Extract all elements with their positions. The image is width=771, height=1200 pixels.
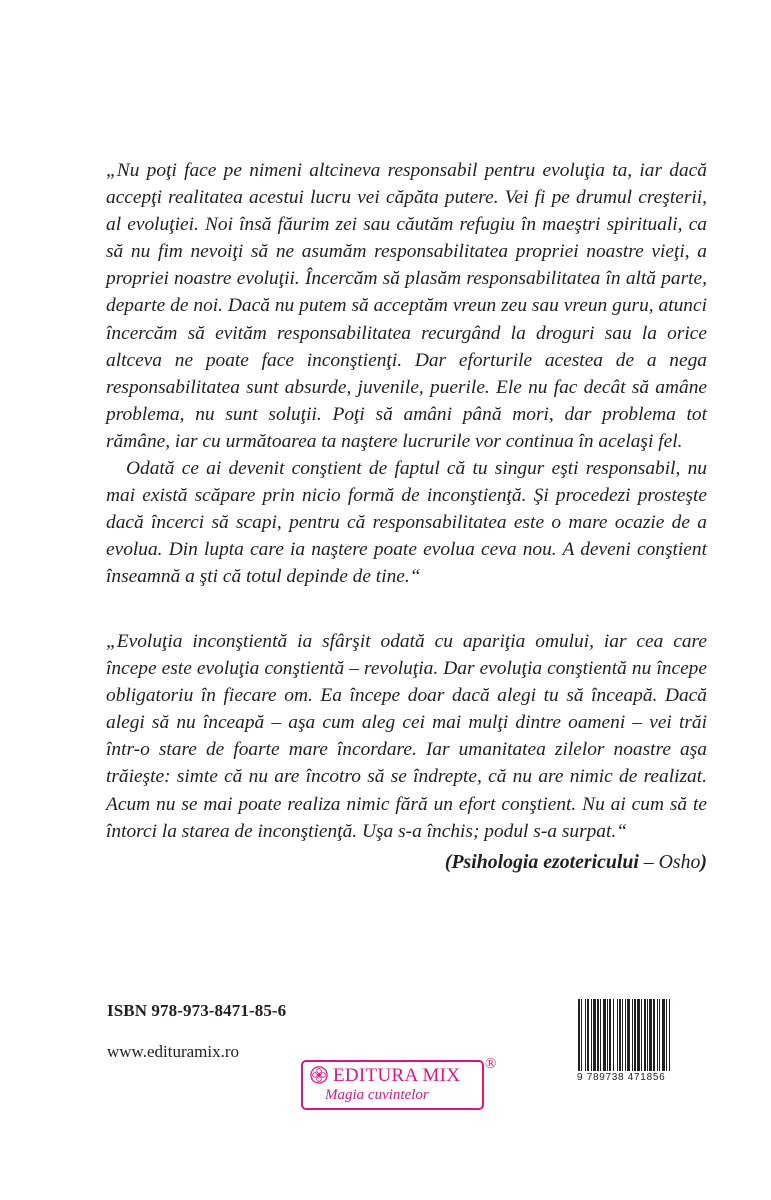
barcode-bar [585,999,586,1071]
barcode-bar [641,999,642,1071]
barcode-bar [653,999,655,1071]
barcode-bar [613,999,614,1071]
quote-1-paragraph-2: Odată ce ai devenit conştient de faptul că tu singur eşti responsabil, nu mai există scăpare prin nicio formă de inconştienţă. Şi procedezi prosteşte dacă încerci să scapi, pentru că responsabilitatea este o mare ocazie de a evolua. Din lupta care ia naştere poate evolua ceva nou. A deveni conştient înseamnă a şti că totul depinde de tine.“ [106,458,707,588]
barcode-bar [597,999,599,1071]
barcode-bar [591,999,592,1071]
quote-block-1 [106,157,707,591]
logo-subtitle: Magia cuvintelor [325,1087,429,1103]
quote-2-paragraph-1: „Evoluţia inconştientă ia sfârşit odată cu apariţia omului, iar cea care începe este evoluţia conştientă – revoluţia. Dar evoluţia conştientă nu începe obligatoriu în fiecare om. Ea începe doar dacă alegi tu să înceapă. Dacă alegi să nu înceapă – aşa cum aleg cei mai mulţi dintre oameni – vei trăi într-o stare de foarte mare încordare. Iar umanitatea zilelor noastre aşa trăieşte: simte că nu are încotro să se îndrepte, că nu are nimic de realizat. Acum nu se mai poate realiza nimic fără un efort conştient. Nu ai cum să te întorci la starea de inconştienţă. Uşa s-a închis; podul s-a surpat.“ [106,631,707,842]
barcode-bar [617,999,618,1071]
barcode-bar [666,999,667,1071]
barcode-bar [627,999,630,1071]
barcode-bar [669,999,670,1071]
source-close-paren: ) [700,851,707,873]
barcode-bar [657,999,658,1071]
barcode-bar [619,999,621,1071]
barcode-bar [649,999,652,1071]
barcode-bar [644,999,646,1071]
source-book-title: Psihologia ezotericului [451,851,639,873]
logo-title: EDITURA MIX [333,1065,461,1086]
barcode-bar [637,999,640,1071]
source-author: Osho [658,851,701,873]
website-text: www.edituramix.ro [107,1042,240,1061]
barcode-bar [625,999,626,1071]
quote-1-paragraph-1: „Nu poţi face pe nimeni altcineva responsabil pentru evoluţia ta, iar dacă accepţi realitatea acestui lucru vei căpăta putere. Vei fi pe drumul creşterii, al evoluţiei. Noi însă făurim zei sau căutăm refugiu în maeştri spirituali, ca să nu fim nevoiţi să ne asumăm responsabilitatea propriei noastre vieţi, a propriei noastre evoluţii. Încercăm să plasăm responsabilitatea în altă parte, departe de noi. Dacă nu putem să acceptăm vreun zeu sau vreun guru, atunci încercăm să evităm responsabilitatea recurgând la droguri sau la orice altceva ne poate face inconştienţi. Dar eforturile acestea de a nega responsabilitatea sunt absurde, juvenile, puerile. Ele nu fac decât să amâne problema, nu sunt soluţii. Poţi să amâni până mori, dar problema tot rămâne, iar cu următoarea ta naştere lucrurile vor continua în acelaşi fel. [106,160,707,452]
barcode-bar [622,999,623,1071]
barcode-bar [647,999,648,1071]
barcode-bar [587,999,589,1071]
publisher-logo [301,1060,484,1110]
barcode-bar [581,999,582,1071]
barcode-bar [659,999,660,1071]
barcode-bar [607,999,608,1071]
quote-source [445,851,707,874]
barcode-digits: 9 789738 471856 [577,1072,666,1083]
registered-mark: ® [485,1056,497,1072]
isbn-text: ISBN 978-973-8471-85-6 [107,1001,287,1020]
quote-block-2 [106,628,707,845]
source-open-paren: ( [444,851,452,873]
barcode-bar [609,999,611,1071]
flower-icon [310,1066,328,1084]
barcode-bar [603,999,606,1071]
isbn-barcode [578,999,695,1071]
barcode-bar [662,999,665,1071]
barcode-bar [634,999,636,1071]
barcode-bar [593,999,596,1071]
barcode-bar [632,999,633,1071]
source-dash: – [638,851,659,873]
barcode-bar [578,999,580,1071]
barcode-bar [600,999,601,1071]
